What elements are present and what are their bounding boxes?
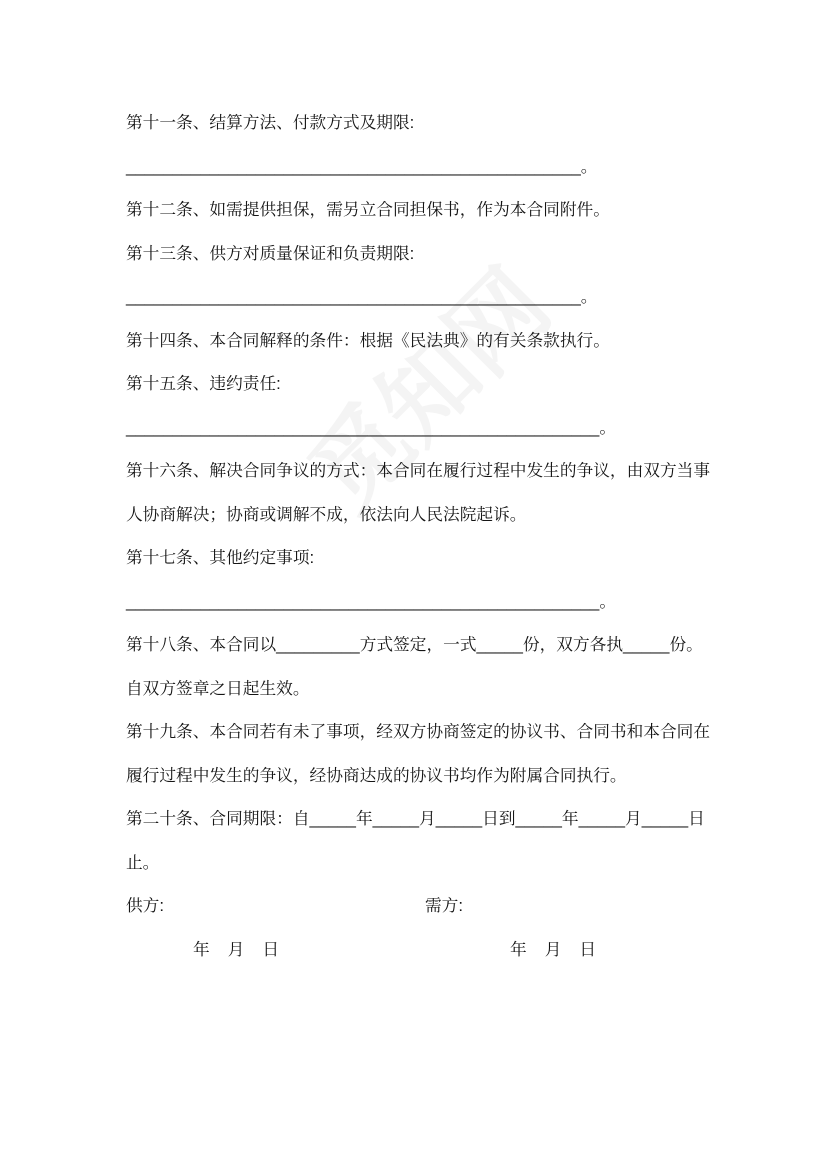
article-14-text: 第十四条、本合同解释的条件：根据《民法典》的有关条款执行。 xyxy=(126,330,610,350)
article-13-heading: 第十三条、供方对质量保证和负责期限: xyxy=(126,243,415,263)
article-16-text: 第十六条、解决合同争议的方式：本合同在履行过程中发生的争议，由双方当事 xyxy=(126,461,711,480)
article-18-text: 第十八条、本合同以_________方式签定，一式_____份，双方各执_____份。 xyxy=(126,635,703,654)
article-15-blank: ___________________________________________________。 xyxy=(126,417,617,437)
buyer-date-month: 月 xyxy=(544,939,562,959)
date-row xyxy=(126,928,746,972)
article-18-text-cont: 自双方签章之日起生效。 xyxy=(126,678,310,698)
article-20-text-cont: 止。 xyxy=(126,852,160,872)
article-16-text-cont: 人协商解决；协商或调解不成，依法向人民法院起诉。 xyxy=(126,504,527,524)
supplier-label: 供方: xyxy=(126,896,165,915)
article-19-text-cont: 履行过程中发生的争议，经协商达成的协议书均作为附属合同执行。 xyxy=(126,765,627,785)
supplier-date xyxy=(193,928,279,972)
buyer-date xyxy=(510,928,596,972)
supplier-date-month: 月 xyxy=(227,939,245,959)
signature-row xyxy=(126,884,746,928)
article-20-text: 第二十条、合同期限：自_____年_____月_____日到_____年_____月_____日 xyxy=(126,809,705,828)
buyer-date-year: 年 xyxy=(510,939,527,959)
article-17-heading: 第十七条、其他约定事项: xyxy=(126,548,315,567)
article-12-text: 第十二条、如需提供担保，需另立合同担保书，作为本合同附件。 xyxy=(126,200,610,219)
article-17-blank: ___________________________________________________。 xyxy=(126,591,617,611)
article-19-text: 第十九条、本合同若有未了事项，经双方协商签定的协议书、合同书和本合同在 xyxy=(126,722,711,741)
article-13-blank: _________________________________________________。 xyxy=(126,287,598,306)
supplier-date-day: 日 xyxy=(262,939,280,959)
contract-body xyxy=(126,101,746,971)
buyer-label: 需方: xyxy=(425,896,464,915)
article-15-heading: 第十五条、违约责任: xyxy=(126,374,281,393)
article-11-blank: _________________________________________________。 xyxy=(126,156,598,176)
supplier-date-year: 年 xyxy=(193,939,210,959)
article-11-heading: 第十一条、结算方法、付款方式及期限: xyxy=(126,113,415,132)
buyer-date-day: 日 xyxy=(579,939,597,959)
